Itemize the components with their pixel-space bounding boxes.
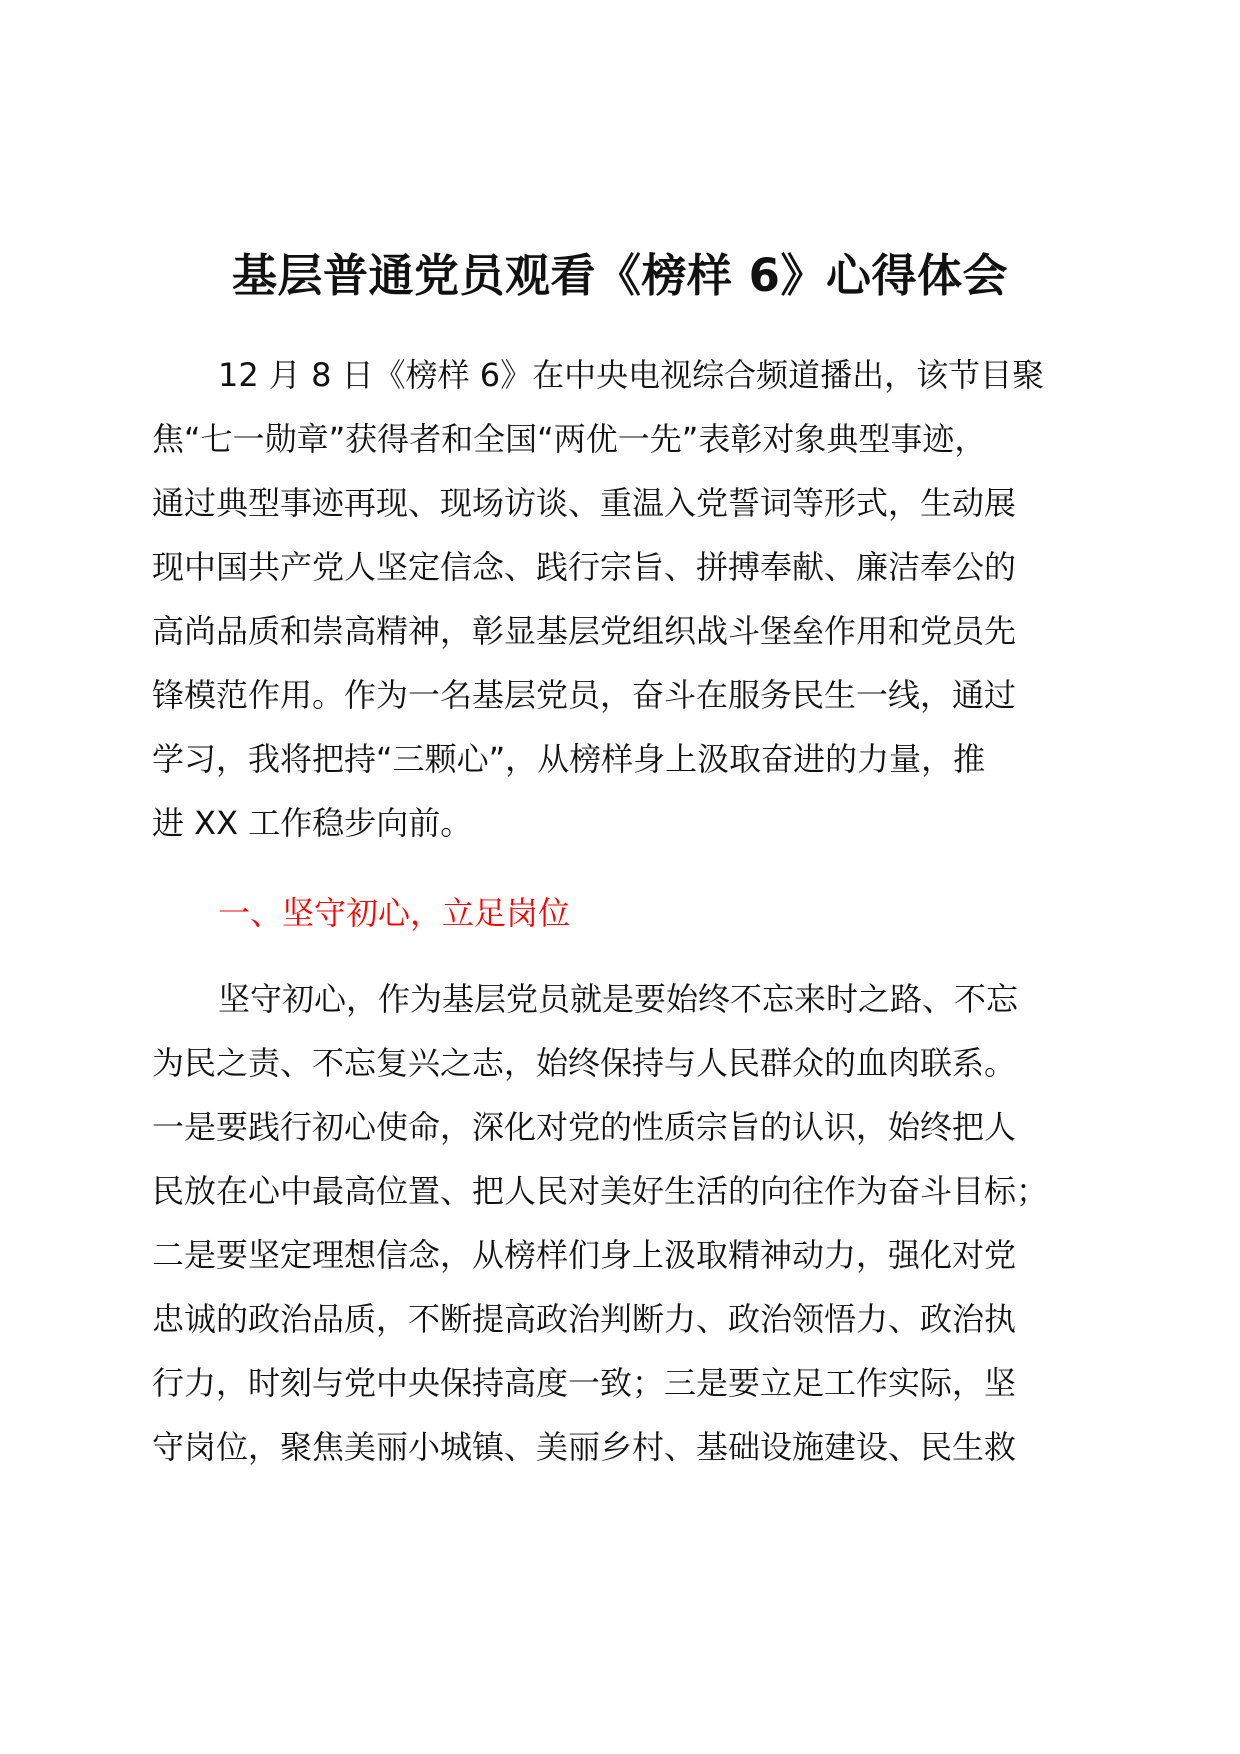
paragraph-line: 二是要坚定理想信念，从榜样们身上汲取精神动力，强化对党: [152, 1236, 1017, 1274]
paragraph-line: 忠诚的政治品质，不断提高政治判断力、政治领悟力、政治执: [152, 1300, 1017, 1338]
paragraph-line: 12 月 8 日《榜样 6》在中央电视综合频道播出，该节目聚: [218, 356, 1045, 394]
paragraph-line: 现中国共产党人坚定信念、践行宗旨、拼搏奉献、廉洁奉公的: [152, 548, 1017, 586]
paragraph-section-one: [152, 967, 1112, 1479]
paragraph-line: 坚守初心，作为基层党员就是要始终不忘来时之路、不忘: [218, 980, 1019, 1018]
paragraph-intro: [152, 343, 1112, 855]
paragraph-line: 进 XX 工作稳步向前。: [152, 804, 473, 842]
paragraph-line: 高尚品质和崇高精神，彰显基层党组织战斗堡垒作用和党员先: [152, 612, 1017, 650]
paragraph-line: 焦“七一勋章”获得者和全国“两优一先”表彰对象典型事迹，: [152, 420, 987, 458]
paragraph-line: 民放在心中最高位置、把人民对美好生活的向往作为奋斗目标；: [152, 1172, 1049, 1210]
paragraph-line: 为民之责、不忘复兴之志，始终保持与人民群众的血肉联系。: [152, 1044, 1017, 1082]
paragraph-line: 学习，我将把持“三颗心”，从榜样身上汲取奋进的力量，推: [152, 740, 986, 778]
paragraph-line: 通过典型事迹再现、现场访谈、重温入党誓词等形式，生动展: [152, 484, 1017, 522]
page-title: 基层普通党员观看《榜样 6》心得体会: [232, 249, 1008, 302]
paragraph-line: 一是要践行初心使命，深化对党的性质宗旨的认识，始终把人: [152, 1108, 1017, 1146]
paragraph-line: 锋模范作用。作为一名基层党员，奋斗在服务民生一线，通过: [152, 676, 1017, 714]
section-heading: 一、坚守初心，立足岗位: [218, 894, 571, 932]
paragraph-line: 守岗位，聚焦美丽小城镇、美丽乡村、基础设施建设、民生救: [152, 1428, 1017, 1466]
paragraph-line: 行力，时刻与党中央保持高度一致；三是要立足工作实际，坚: [152, 1364, 1017, 1402]
